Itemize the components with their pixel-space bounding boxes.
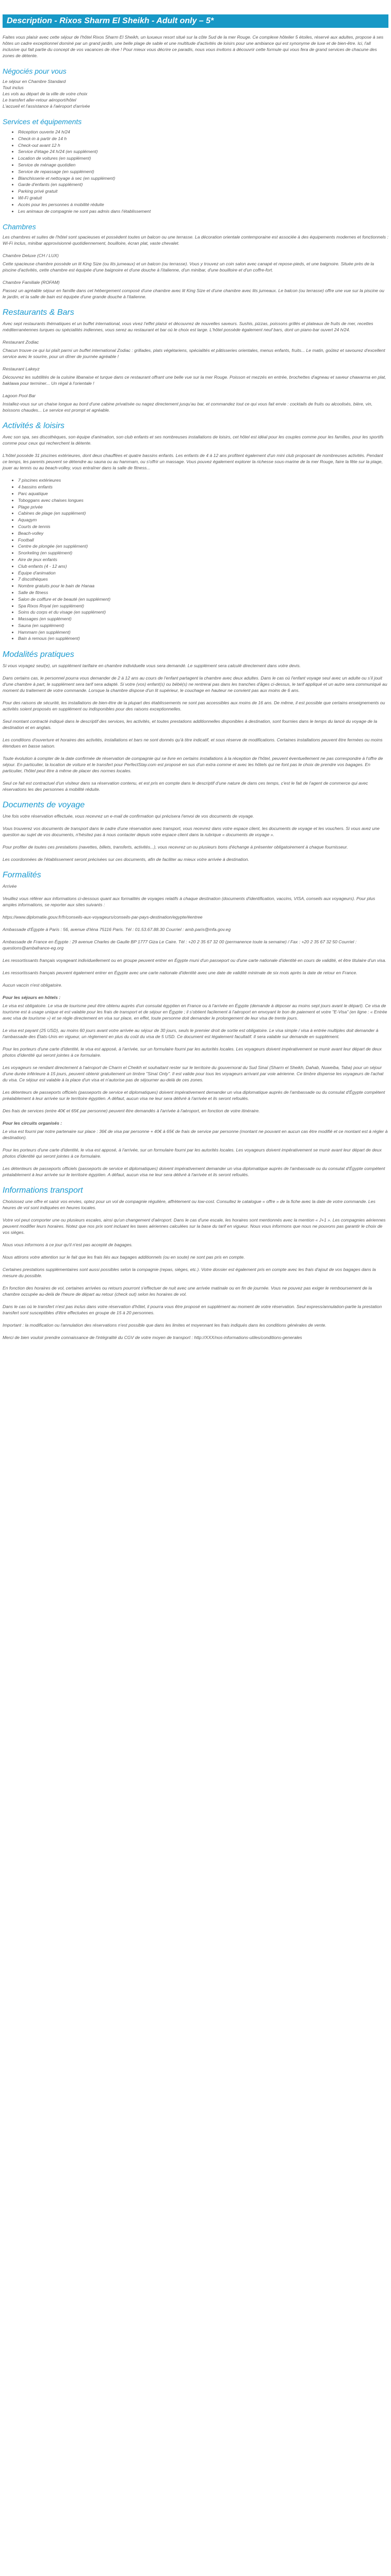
transport-paragraph: Votre vol peut comporter une ou plusieurs escales, ainsi qu'un changement d'aéroport. Dans le cas d'une escale, les horaires sont mentionnés avec la mention « J+1 ». Les compagnies aériennes peuvent modifier leurs horaires. Notez que nos prix sont incluant les taxes aériennes calculées sur la base du tarif en vigueur. Nous vous informons que nous ne pouvons pas garantir le choix de vos sièges. (3, 1217, 386, 1235)
list-item: • Aire de jeux enfants (18, 556, 388, 563)
list-item: • Snorkeling (en supplément) (18, 550, 388, 556)
list-item: • Spa Rixos Royal (en supplément) (18, 603, 388, 609)
transport-paragraph: Nous attirons votre attention sur le fait que les frais liés aux bagages additionnels (ou en soute) ne sont pas pris en compte. (3, 1255, 245, 1260)
list-item: • Nombre gratuits pour le bain de Hanaa (18, 583, 388, 589)
restaurant-text: Chacun trouve ce qui lui plaît parmi un buffet international Zodiac : grillades, plats végétariens, spécialités et pâtisseries orientales, menus enfants, fruits... Le matin, goûtez et savourez d'excellent service avec le sourire, pour un dîner de journée agréable ! (3, 348, 385, 360)
list-item: • Les animaux de compagnie ne sont pas admis dans l'établissement (18, 208, 388, 215)
room-text: Cette spacieuse chambre possède un lit King Size (ou lits jumeaux) et un balcon (ou terrasse). Vous y trouvez un coin salon avec canapé et repose-pieds, et une baignoire. Située près de la piscine d'activités, cette chambre est équipée d'une baignoire et d'une douche à l'italienne, d'un minibar, d'une bouilloire et d'un coffre-fort. (3, 261, 374, 273)
negocie-list (3, 78, 388, 109)
formalites-paragraph: Ambassade de France en Égypte : 29 avenue Charles de Gaulle BP 1777 Giza Le Caire. Tél : +20 2 35 67 32 00 (permanence toute la semaine) / Fax : +20 2 35 67 32 50 Courriel : questions@ambafrance-eg.org (3, 939, 357, 951)
list-item: • Club enfants (4 - 12 ans) (18, 563, 388, 570)
transport-paragraph: Important : la modification ou l'annulation des réservations n'est possible que dans les limites et moyennant les frais indiqués dans les conditions générales de vente. (3, 1323, 327, 1328)
page (0, 14, 391, 1341)
list-item: • Cabines de plage (en supplément) (18, 510, 388, 517)
modalites-paragraph: Pour des raisons de sécurité, les installations de bien-être de la plupart des établissements ne sont pas accessibles aux moins de 16 ans. De même, il est possible que certains enseignements ou activités soient proposés en supplément ou indisponibles pour des raisons exceptionnelles. (3, 700, 385, 712)
list-item: • Football (18, 537, 388, 544)
formalites-paragraph: Les ressortissants français peuvent également entrer en Égypte avec une carte nationale d'identité avec une date de validité minimale de six mois après la date de retour en France. (3, 970, 357, 976)
formalites-paragraph: Les détenteurs de passeports officiels (passeports de service et diplomatiques) doivent impérativement demander un visa diplomatique auprès de l'ambassade ou du consulat d'Égypte compétent préalablement à leur arrivée sur le territoire égyptien. A défaut, aucun visa ne leur sera délivré à l'arrivée et ils seront refoulés. (3, 1166, 385, 1178)
section-heading-restaurants: Restaurants & Bars (3, 308, 74, 317)
list-item: • Hammam (en supplément) (18, 629, 388, 636)
list-item: • Check-in à partir de 14 h (18, 135, 388, 142)
formalites-paragraph: Pour les porteurs d'une carte d'identité, le visa est apposé, à l'arrivée, sur un formulaire fourni par les autorités locales. Les voyageurs doivent impérativement se munir avant leur départ de deux photos d'identité qui seront jointes à ce formulaire. (3, 1046, 382, 1058)
list-item: • Toboggans avec chaises longues (18, 497, 388, 504)
section-heading-chambres: Chambres (3, 223, 36, 231)
documents-paragraph: Pour profiter de toutes ces prestations (navettes, billets, transferts, activités...), vous recevrez un ou plusieurs bons d'échange à présenter obligatoirement à chaque fournisseur. (3, 844, 348, 850)
negocie-line: Le transfert aller-retour aéroport/hôtel (3, 97, 76, 103)
section-heading-transport: Informations transport (3, 1186, 83, 1195)
services-list (3, 129, 388, 214)
modalites-paragraph: Seul ce fait est contractuel d'un visiteur dans sa réservation contenu, et est pris en compte dans le descriptif d'une nature de dans ces temps, c'est le fait de l'agent de commerce qui avec réservations les des personnes à mobilité réduite. (3, 781, 368, 792)
page-title: Description - Rixos Sharm El Sheikh - Adult only – 5* (3, 14, 388, 28)
modalites-paragraph: Toute évolution à compter de la date confirmée de réservation de compagnie qui se livre en certains installations à la réception de l'hôtel, peuvent éventuellement ne pas correspondre à l'offre de séjour. En particulier, la location de voiture et le transfert pour PerfectStay.com est proposé en sus d'un extra comme et avec les hôtels qui ne font pas le choix de prendre vos bagages. En particulier, l'hôtel peut être à même de placer des normes locales. (3, 756, 383, 774)
restaurant-text: Installez-vous sur un chaise longue au bord d'une cabine privatisée ou nagez directement jusqu'au bar, et commandez tout ce qui vous fait envie : cocktails de fruits ou alcoolisés, bière, vin, boissons chaudes... Le service est prompt et agréable. (3, 401, 372, 413)
activites-list (3, 477, 388, 642)
intro-text: Faites vous plaisir avec cette séjour de l'hôtel Rixos Sharm El Sheikh, un luxueux resort situé sur la côte Sud de la mer Rouge. Ce complexe hôtelier 5 étoiles, réservé aux adultes, propose à ses hôtes un cadre exceptionnel dominé par un grand jardin, une belle plage de sable et une multitude d'activités de loisirs pour une ambiance qui est synonyme de luxe et de bien-être. Ici, l'all inclusive qui fait partie du concept de vos vacances de rêve ! Pour mieux vous décrire ce paradis, nous vous invitons à découvrir cette formule qui vous fera de grand services de chacune des zones de détente. (3, 35, 384, 58)
list-item: • Bain à remous (en supplément) (18, 635, 388, 642)
section-heading-documents: Documents de voyage (3, 801, 85, 810)
list-item: • Location de voitures (en supplément) (18, 155, 388, 162)
formalites-paragraph: Le visa est payant (25 USD), au moins 60 jours avant votre arrivée au séjour de 30 jours, seuls le premier droit de sortie est obligatoire. Le visa simple / visa à entrée multiples doit demander à l'ambassade des États-Unis en vigueur, un règlement en plus du coût du visa de 5 USD. Ce document est légalement facultatif. Il sera valable sur demande en supplément. (3, 1028, 379, 1040)
room-name: Chambre Deluxe (CH / LUX) (3, 253, 59, 259)
formalites-paragraph: Le visa est fourni par notre partenaire sur place : 36€ de visa par personne + 40€ à 65€ de frais de service par personne (montant ne pouvant en aucun cas être modifié et ce montant est à régler à destination). (3, 1129, 388, 1141)
list-item: • Sauna (en supplément) (18, 622, 388, 629)
formalites-arrivee-label: Arrivée (3, 884, 17, 889)
section-heading-services: Services et équipements (3, 117, 82, 126)
list-item: • Centre de plongée (en supplément) (18, 543, 388, 550)
restaurant-name: Lagoon Pool Bar (3, 393, 36, 399)
negocie-line: L'accueil et l'assistance à l'aéroport d'arrivée (3, 104, 90, 109)
list-item: • Blanchisserie et nettoyage à sec (en supplément) (18, 175, 388, 182)
transport-paragraph: Certaines prestations supplémentaires sont aussi possibles selon la compagnie (repas, sièges, etc.). Votre dossier est également pris en compte avec les frais d'ajout de vos bagages dans la mesure du possible. (3, 1267, 376, 1279)
formalites-paragraph: Ambassade d'Égypte à Paris : 56, avenue d'Iéna 75116 Paris. Tél : 01.53.67.88.30 Courriel : amb.paris@mfa.gov.eg (3, 927, 231, 933)
formalites-paragraph: Des frais de services (entre 40€ et 65€ par personne) peuvent être demandés à l'arrivée à l'aéroport, en fonction de votre itinéraire. (3, 1108, 260, 1114)
list-item: • 4 bassins enfants (18, 484, 388, 490)
list-item: • Soins du corps et du visage (en supplément) (18, 609, 388, 616)
restaurants-intro: Avec sept restaurants thématiques et un buffet international, vous vivez l'effet plaisir et découvrez de nouvelles saveurs. Sushis, pizzas, poissons grillés et plateaux de fruits de mer, recettes méditerranéennes turques ou spécialités indiennes, vous serez au restaurant et bar où le choix est large. L'hôtel possède également neuf bars, dont un piano-bar ouvert 24 h/24. (3, 321, 373, 333)
transport-paragraph: En fonction des horaires de vol, certaines arrivées ou retours pourront s'effectuer de nuit avec une arrivée matinale ou en fin de journée. Vous ne pouvez pas exiger le remboursement de la chambre occupée au-delà de l'heure de départ au retour (check out) selon les horaires de vol. (3, 1285, 372, 1297)
list-item: • Plage privée (18, 504, 388, 511)
transport-paragraph: Dans le cas où le transfert n'est pas inclus dans votre réservation d'hôtel, il pourra vous être proposé en supplément au moment de votre réservation. Seul express/annulation-partie la prestation transfert sont susceptibles d'être effectuées en groupe de 15 à 20 personnes. (3, 1304, 382, 1316)
section-heading-negocie: Négociés pour vous (3, 67, 67, 75)
formalites-paragraph: Les voyageurs se rendant directement à l'aéroport de Charm el Cheikh et souhaitant rester sur le territoire du gouvernorat du Sud Sinaï (Sharm el Sheikh, Dahab, Nuweiba, Taba) pour un séjour d'une durée inférieure à 15 jours, peuvent obtenir gratuitement un timbre "Sinaï Only". Il est valide pour tous les voyageurs arrivant par voie aérienne. Ce timbre dispense les voyageurs de l'achat du visa. Ce séjour est valable à la place d'un visa et n'autorise pas de séjourner au-delà de ces zones. (3, 1065, 384, 1083)
section-heading-modalites: Modalités pratiques (3, 650, 74, 659)
modalites-paragraph: Dans certains cas, le personnel pourra vous demander de 2 à 12 ans au cours de l'enfant partagent la chambre avec deux adultes. Dans le cas où l'enfant voyage seul avec un adulte ou s'il jouit d'une chambre à part, le supplément sera tarif sera adapté. Si votre (vos) enfant(s) ou bébé(s) ne rentrerai pas dans les tranches d'âges ci-dessus, le tarif appliqué et un autre sera communiqué au moment du traitement de votre commande. Lorsque la chambre dispose d'un lit supérieur, le couchage en hauteur ne convient pas aux moins de 6 ans. (3, 675, 387, 693)
list-item: • Garde d'enfants (en supplément) (18, 181, 388, 188)
chambres-intro: Les chambres et suites de l'hôtel sont spacieuses et possèdent toutes un balcon ou une terrasse. La décoration orientale contemporaine est associée à des équipements modernes et fonctionnels : Wi-Fi inclus, minibar approvisionné quotidiennement, bouilloire, écran plat, vaste chevalet. (3, 234, 388, 246)
transport-paragraph: Choisissez une offre et saisir vos envies, optez pour un vol de compagnie régulière, affrètement ou low-cost. Consultez le catalogue « offre » de la fiche avec la date de votre commande. Les heures de vol sont indiquées en heures locales. (3, 1199, 376, 1211)
list-item: • Courts de tennis (18, 523, 388, 530)
restaurant-name: Restaurant Zodiac (3, 340, 39, 345)
formalites-block-label: Pour les séjours en hôtels : (3, 995, 61, 1001)
documents-paragraph: Les coordonnées de l'établissement seront précisées sur ces documents, afin de faciliter au mieux votre arrivée à destination. (3, 857, 249, 862)
list-item: • 7 piscines extérieures (18, 477, 388, 484)
negocie-line: Le séjour en Chambre Standard (3, 79, 66, 84)
list-item: • 7 discothèques (18, 576, 388, 583)
list-item: • Massages (en supplément) (18, 616, 388, 622)
restaurant-name: Restaurant Lakeyz (3, 366, 40, 372)
list-item: • Réception ouverte 24 h/24 (18, 129, 388, 135)
list-item: • Service de ménage quotidien (18, 162, 388, 168)
list-item: • Wi-Fi gratuit (18, 195, 388, 201)
list-item: • Parking privé gratuit (18, 188, 388, 195)
room-name: Chambre Familiale (ROFAM) (3, 280, 60, 285)
modalites-paragraph: Les conditions d'ouverture et horaires des activités, installations et bars ne sont donnés qu'à titre indicatif, et sous réserve de modifications. Certaines installations peuvent être fermées ou moins étendues en basse saison. (3, 737, 383, 749)
formalites-paragraph: Pour les porteurs d'une carte d'identité, le visa est apposé, à l'arrivée, sur un formulaire fourni par les autorités locales. Les voyageurs doivent impérativement se munir avant leur départ de deux photos d'identité qui seront jointes à ce formulaire. (3, 1147, 382, 1159)
list-item: • Service de repassage (en supplément) (18, 168, 388, 175)
formalites-paragraph: Le visa est obligatoire. Le visa de tourisme peut être obtenu auprès d'un consulat égyptien en France ou à l'arrivée en Égypte (demande à déposer au moins sept jours avant le départ). Ce visa de tourisme est à usage unique et est valable pour les frais de transport et de séjour en Égypte ; il s'obtient facilement à l'aéroport en envoyant le bon de paiement et votre "E-Visa" (en ligne : « Entrée avec visa de tourisme ») et se règle directement en visa sur place, en effet, toute personne doit demander le prolongement de leur visa de trente jours. (3, 1003, 387, 1021)
list-item: • Beach-volley (18, 530, 388, 537)
list-item: • Aquagym (18, 517, 388, 523)
formalites-paragraph: Veuillez vous référer aux informations ci-dessous quant aux formalités de voyages relatifs à chaque destination (documents d'identification, vaccins, VISA, conseils aux voyageurs). Pour plus amples informations, se reporter aux sites suivants : (3, 896, 376, 908)
activites-intro: Avec son spa, ses discothèques, son équipe d'animation, son club enfants et ses nombreuses installations de loisirs, cet hôtel est idéal pour les couples comme pour les familles, pour les sportifs comme pour ceux qui recherchent la détente. (3, 434, 384, 446)
negocie-line: Les vols au départ de la ville de votre choix (3, 91, 88, 96)
formalites-link[interactable]: https://www.diplomatie.gouv.fr/fr/conseils-aux-voyageurs/conseils-par-pays-destination/egypte/#entree (3, 914, 203, 920)
formalites-paragraph: Les détenteurs de passeports officiels (passeports de service et diplomatiques) doivent impérativement demander un visa diplomatique auprès de l'ambassade ou du consulat d'Égypte compétent préalablement à leur arrivée sur le territoire égyptien. A défaut, aucun visa ne leur sera délivré à l'arrivée et ils seront refoulés. (3, 1090, 385, 1101)
modalites-paragraph: Si vous voyagez seul(e), un supplément tarifaire en chambre individuelle vous sera demandé. Le supplément sera calculé directement dans votre devis. (3, 663, 301, 669)
modalites-paragraph: Seul montant contracté indiqué dans le descriptif des services, les activités, et toutes prestations additionnelles disponibles à destination, sont fournies dans le temps du lancé du voyage de la destination et en anglais. (3, 719, 378, 731)
transport-paragraph: Nous vous informons à ce jour qu'il n'est pas accepté de bagages. (3, 1242, 133, 1248)
section-heading-activites: Activités & loisirs (3, 421, 65, 431)
list-item: • Accès pour les personnes à mobilité réduite (18, 201, 388, 208)
section-heading-formalites: Formalités (3, 871, 41, 880)
formalites-block-label: Pour les circuits organisés : (3, 1121, 62, 1126)
formalites-paragraph: Aucun vaccin n'est obligatoire. (3, 982, 62, 988)
activites-detail: L'hôtel possède 31 piscines extérieures, dont deux chauffées et quatre bassins enfants. Les enfants de 4 à 12 ans profitent également d'un mini club proposant de nombreuses activités. Pendant ce temps, les parents peuvent se détendre au sauna ou au hammam, ou s'offrir un massage. Vous pouvez également explorer la richesse sous-marine de la mer Rouge, faire la fête sur la plage, jouer au tennis ou au beach-volley, vous entraîner dans la salle de fitness... (3, 453, 383, 471)
transport-link[interactable]: Merci de bien vouloir prendre connaissance de l'intégralité du CGV de votre moyen de transport : http://XXX/nos-informations-utiles/conditions-generales (3, 1335, 302, 1341)
list-item: • Salon de coiffure et de beauté (en supplément) (18, 596, 388, 603)
list-item: • Check-out avant 12 h (18, 142, 388, 149)
documents-paragraph: Une fois votre réservation effectuée, vous recevrez un e-mail de confirmation qui précisera l'envoi de vos documents de voyage. (3, 814, 254, 819)
formalites-paragraph: Les ressortissants français voyageant individuellement ou en groupe peuvent entrer en Égypte muni d'un passeport ou d'une carte nationale d'identité en cours de validité, et être titulaire d'un visa. (3, 958, 386, 963)
list-item: • Équipe d'animation (18, 570, 388, 577)
list-item: • Salle de fitness (18, 589, 388, 596)
restaurant-text: Découvrez les subtilités de la cuisine libanaise et turque dans ce restaurant offrant une belle vue sur la mer Rouge. Poisson et mezzés en entrée, brochettes d'agneau et saveur chawarma en plat, baklawa pour terminer... Un régal à l'orientale ! (3, 375, 386, 386)
negocie-line: Tout inclus (3, 85, 24, 90)
room-text: Passez un agréable séjour en famille dans cet hébergement composé d'une chambre avec lit King Size et d'une chambre avec lits jumeaux. Le balcon (ou terrasse) offre une vue sur la piscine ou le jardin, et la salle de bain est équipée d'une grande douche à l'italienne. (3, 288, 384, 300)
list-item: • Parc aquatique (18, 490, 388, 497)
list-item: • Service d'étage 24 h/24 (en supplément) (18, 148, 388, 155)
documents-paragraph: Vous trouverez vos documents de transport dans le cadre d'une réservation avec transport, vous recevrez dans votre espace client, les documents de voyage et les vouchers. Si vous avez une question au sujet de vos documents, n'hésitez pas à nous contacter depuis votre espace client dans la rubrique « documents de voyage ». (3, 826, 380, 838)
